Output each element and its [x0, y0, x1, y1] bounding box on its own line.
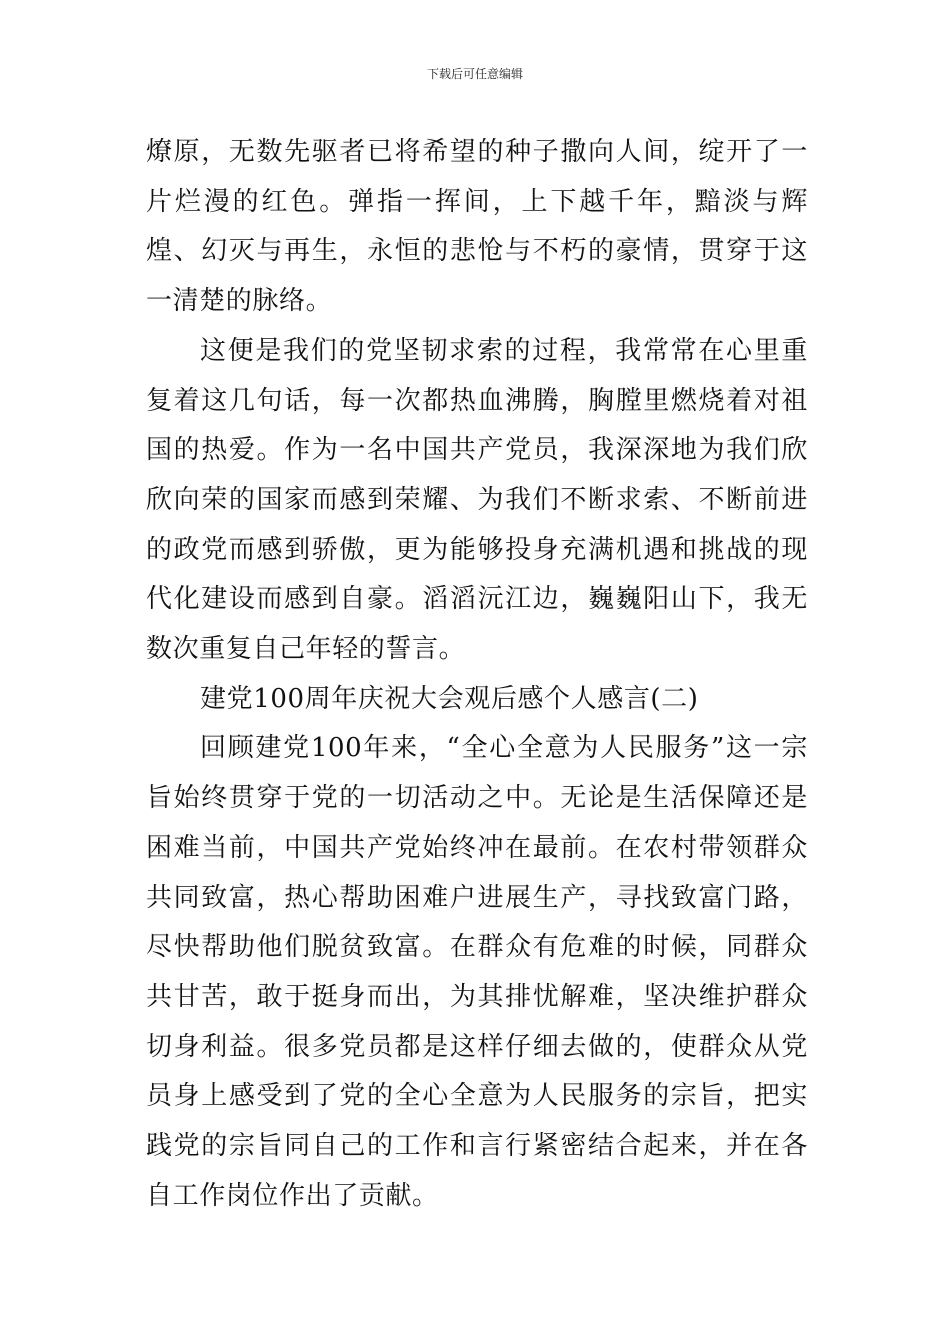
section-heading: 建党100周年庆祝大会观后感个人感言(二) [200, 683, 699, 714]
paragraph-body: 回顾建党100年来，“全心全意为人民服务”这一宗旨始终贯穿于党的一切活动之中。无论是生活保障还是困难当前，中国共产党始终冲在最前。在农村带领群众共同致富，热心帮助困难户进展生产，寻找致富门路，尽快帮助他们脱贫致富。在群众有危难的时候，同群众共甘苦，敢于挺身而出，为其排忧解难，坚决维护群众切身利益。很多党员都是这样仔细去做的，使群众从党员身上感受到了党的全心全意为人民服务的宗旨，把实践党的宗旨同自己的工作和言行紧密结合起来，并在各自工作岗位作出了贡献。 [146, 733, 808, 1211]
document-body [146, 128, 808, 1221]
paragraph-body: 这便是我们的党坚韧求索的过程，我常常在心里重复着这几句话，每一次都热血沸腾，胸膛里燃烧着对祖国的热爱。作为一名中国共产党员，我深深地为我们欣欣向荣的国家而感到荣耀、为我们不断求索、不断前进的政党而感到骄傲，更为能够投身充满机遇和挑战的现代化建设而感到自豪。滔滔沅江边，巍巍阳山下，我无数次重复自己年轻的誓言。 [146, 335, 808, 665]
paragraph-continuation: 燎原，无数先驱者已将希望的种子撒向人间，绽开了一片烂漫的红色。弹指一挥间，上下越千年，黯淡与辉煌、幻灭与再生，永恒的悲怆与不朽的豪情，贯穿于这一清楚的脉络。 [146, 137, 808, 317]
page-header-note: 下载后可任意编辑 [426, 67, 523, 81]
